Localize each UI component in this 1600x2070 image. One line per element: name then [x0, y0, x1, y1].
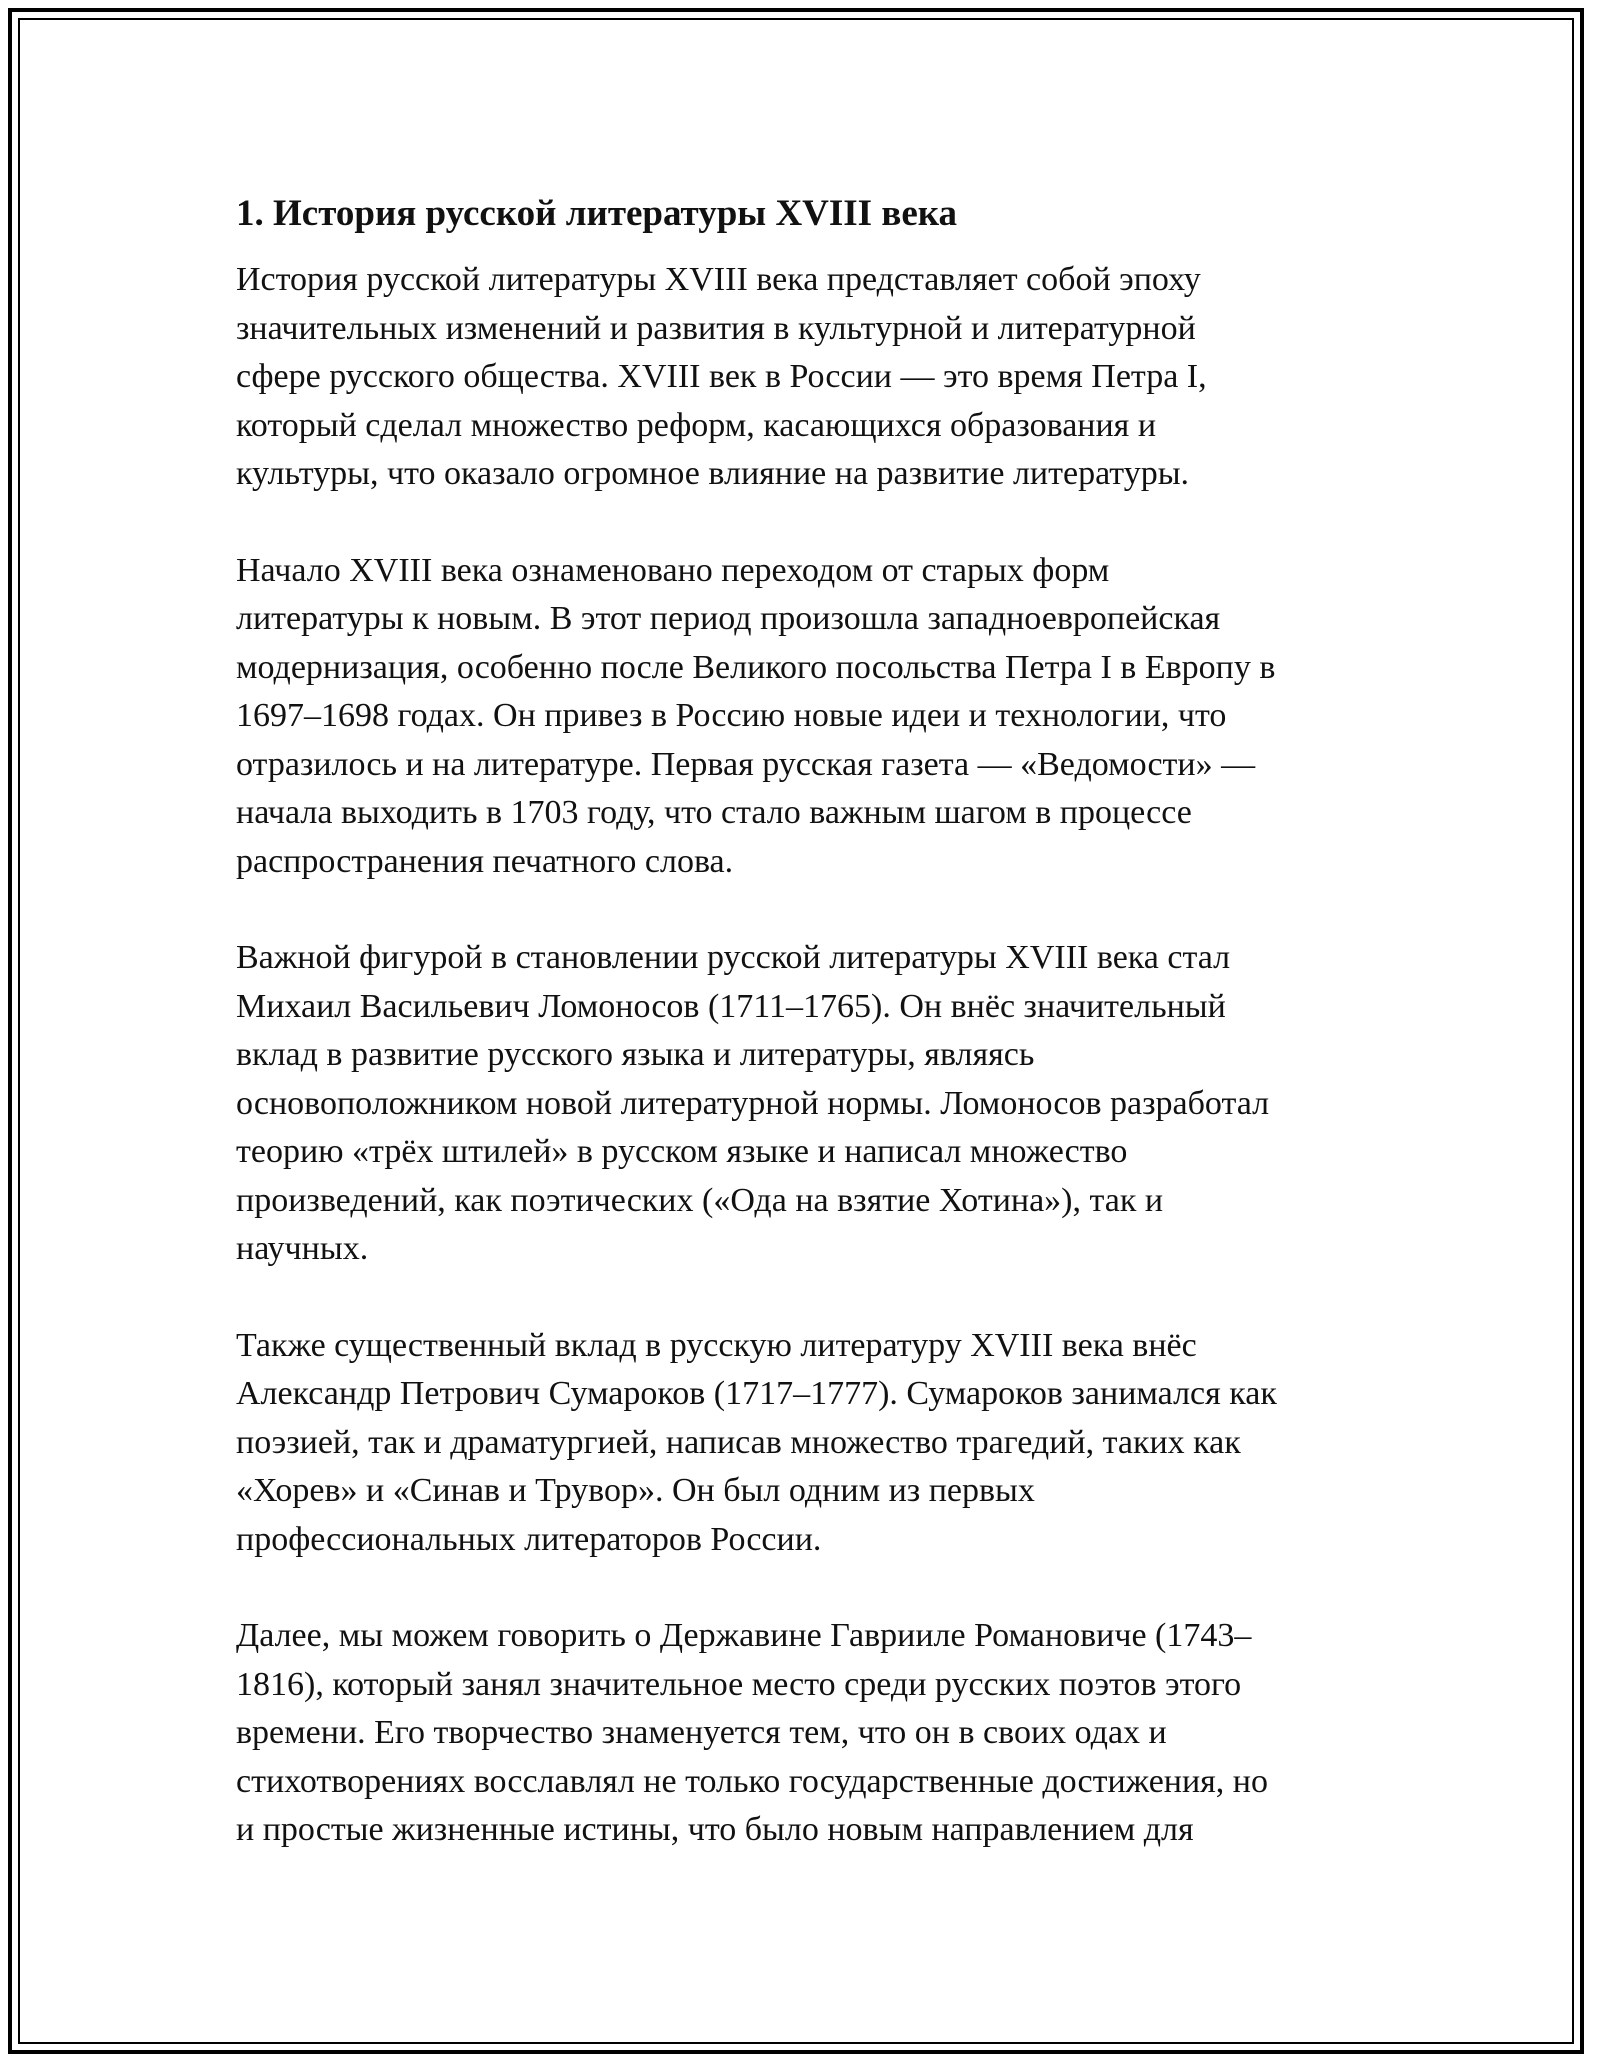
document-title: 1. История русской литературы XVIII века — [236, 193, 957, 234]
paragraph-line: Далее, мы можем говорить о Державине Гаврииле Романовиче (1743– — [236, 1617, 1252, 1654]
paragraph-line: вклад в развитие русского языка и литературы, являясь — [236, 1036, 1035, 1073]
paragraph-line: Начало XVIII века ознаменовано переходом от старых форм — [236, 551, 1110, 589]
paragraph-line: и простые жизненные истины, что было новым направлением для — [236, 1811, 1194, 1848]
paragraph-2 — [236, 547, 1376, 887]
paragraph-line: Также существенный вклад в русскую литературу XVIII века внёс — [236, 1326, 1197, 1364]
paragraph-line: стихотворениях восславлял не только государственные достижения, но — [236, 1762, 1269, 1800]
paragraph-line: времени. Его творчество знаменуется тем, что он в своих одах и — [236, 1714, 1167, 1751]
paragraph-line: Важной фигурой в становлении русской литературы XVIII века стал — [236, 939, 1231, 976]
paragraph-line: основоположником новой литературной нормы. Ломоносов разработал — [236, 1084, 1270, 1122]
paragraph-line: литературы к новым. В этот период произошла западноевропейская — [236, 600, 1221, 637]
paragraph-line: отразилось и на литературе. Первая русская газета — «Ведомости» — — [236, 745, 1256, 783]
paragraph-5 — [236, 1612, 1376, 1855]
paragraph-1 — [236, 256, 1376, 499]
paragraph-line: культуры, что оказало огромное влияние на развитие литературы. — [236, 455, 1190, 492]
paragraph-line: 1816), который занял значительное место среди русских поэтов этого — [236, 1665, 1242, 1703]
paragraph-line: теорию «трёх штилей» в русском языке и написал множество — [236, 1133, 1128, 1170]
paragraph-line: который сделал множество реформ, касающихся образования и — [236, 406, 1157, 444]
paragraph-line: начала выходить в 1703 году, что стало важным шагом в процессе — [236, 794, 1192, 831]
paragraph-4 — [236, 1322, 1376, 1565]
paragraph-line: Александр Петрович Сумароков (1717–1777). Сумароков занимался как — [236, 1375, 1277, 1412]
paragraph-3 — [236, 934, 1376, 1274]
paragraph-line: произведений, как поэтических («Ода на взятие Хотина»), так и — [236, 1181, 1164, 1219]
paragraph-line: сфере русского общества. XVIII век в России — это время Петра I, — [236, 358, 1207, 395]
paragraph-line: модернизация, особенно после Великого посольства Петра I в Европу в — [236, 648, 1276, 686]
paragraph-line: поэзией, так и драматургией, написав множество трагедий, таких как — [236, 1423, 1241, 1461]
paragraph-line: История русской литературы XVIII века представляет собой эпоху — [236, 261, 1201, 298]
paragraph-line: Михаил Васильевич Ломоносов (1711–1765). Он внёс значительный — [236, 987, 1226, 1025]
paragraph-line: 1697–1698 годах. Он привез в Россию новые идеи и технологии, что — [236, 697, 1227, 734]
paragraph-line: «Хорев» и «Синав и Трувор». Он был одним из первых — [236, 1472, 1035, 1509]
document-body — [236, 186, 1376, 1903]
paragraph-line: значительных изменений и развития в культурной и литературной — [236, 309, 1196, 347]
paragraph-line: профессиональных литераторов России. — [236, 1520, 822, 1558]
paragraph-line: научных. — [236, 1230, 369, 1267]
paragraph-line: распространения печатного слова. — [236, 842, 734, 880]
